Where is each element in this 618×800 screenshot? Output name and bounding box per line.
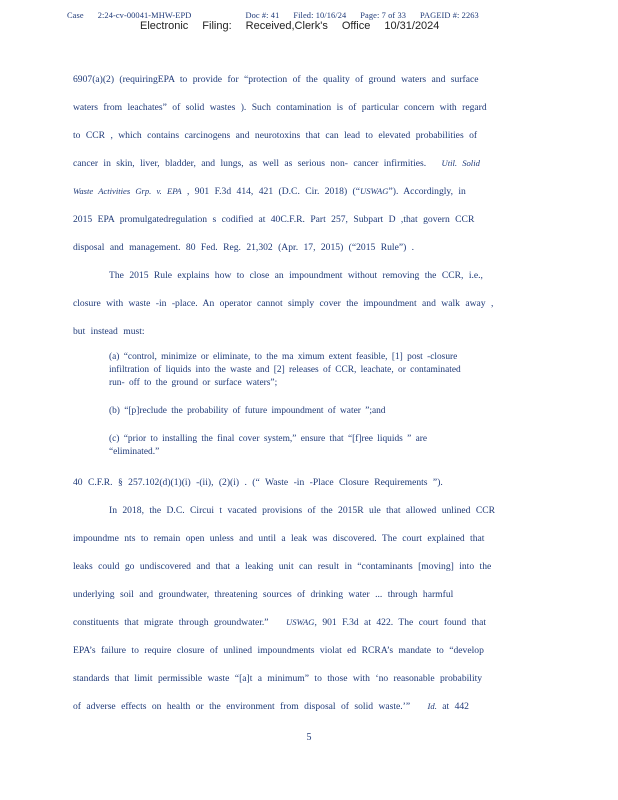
text-run: cancer in skin, liver, bladder, and lungs, as well as serious non- cancer infirmities. (73, 158, 427, 169)
case-short-name: USWAG (360, 186, 389, 196)
filing-stamp (140, 20, 470, 32)
page-count: Page: 7 of 33 (360, 11, 407, 20)
text-line: waters from leachates” of solid wastes ). Such contamination is of particular concern with regard (73, 102, 487, 113)
case-citation: Util. Solid (441, 158, 480, 168)
text-line (73, 701, 469, 712)
quote-line: (c) “prior to installing the final cover system,” ensure that “[f]ree liquids ” are (109, 434, 428, 444)
quote-line: (b) “[p]reclude the probability of future impoundment of water ”;and (109, 406, 386, 416)
case-label: Case (67, 11, 84, 20)
case-citation: Waste Activities Grp. v. EPA (73, 186, 182, 196)
filed-date: Filed: 10/16/24 (293, 11, 347, 20)
text-run: ”). Accordingly, in (388, 186, 466, 197)
quote-line: “eliminated.” (109, 447, 160, 457)
text-line: 2015 EPA promulgatedregulation s codified at 40C.F.R. Part 257, Subpart D ,that govern CCR (73, 214, 475, 225)
quote-line: run- off to the ground or surface waters”; (109, 378, 278, 388)
doc-number: Doc #: 41 (245, 11, 280, 20)
page-number: 5 (306, 732, 312, 743)
statute-citation: 40 C.F.R. § 257.102(d)(1)(i) -(ii), (2)(i) . (“ Waste -in -Place Closure Requirements ”). (73, 477, 443, 488)
text-line: leaks could go undiscovered and that a leaking unit can result in “contaminants [moving] into the (73, 561, 492, 572)
paragraph-start: The 2015 Rule explains how to close an impoundment without removing the CCR, i.e., (109, 270, 483, 281)
stamp-electronic: Electronic (140, 20, 189, 32)
text-run: at 442 (442, 701, 469, 712)
stamp-office: Office (341, 20, 371, 32)
text-line: underlying soil and groundwater, threatening sources of drinking water ... through harmful (73, 589, 454, 600)
text-line: impoundme nts to remain open unless and until a leak was discovered. The court explained that (73, 533, 485, 544)
text-line: 6907(a)(2) (requiringEPA to provide for “protection of the quality of ground waters and surface (73, 74, 479, 85)
page-id: PAGEID #: 2263 (420, 11, 479, 20)
text-run: constituents that migrate through groundwater.” (73, 617, 269, 628)
text-line (73, 186, 466, 197)
text-line (73, 158, 480, 169)
text-run: of adverse effects on health or the environment from disposal of solid waste.’” (73, 701, 411, 712)
stamp-received: Received,Clerk's (245, 20, 328, 32)
case-number: 2:24-cv-00041-MHW-EPD (97, 11, 192, 20)
text-line (73, 617, 486, 628)
text-line: standards that limit permissible waste “[a]t a minimum” to those with ‘no reasonable probability (73, 673, 483, 684)
quote-line: (a) “control, minimize or eliminate, to the ma ximum extent feasible, [1] post -closure (109, 352, 458, 362)
stamp-date: 10/31/2024 (384, 20, 440, 32)
quote-line: infiltration of liquids into the waste and [2] releases of CCR, leachate, or contaminated (109, 365, 461, 375)
text-line: disposal and management. 80 Fed. Reg. 21,302 (Apr. 17, 2015) (“2015 Rule”) . (73, 242, 415, 253)
text-line: closure with waste -in -place. An operator cannot simply cover the impoundment and walk away , (73, 298, 494, 309)
text-line: but instead must: (73, 326, 145, 337)
paragraph-start: In 2018, the D.C. Circui t vacated provisions of the 2015R ule that allowed unlined CCR (109, 505, 496, 516)
text-line: EPA’s failure to require closure of unlined impoundments violat ed RCRA’s mandate to “develop (73, 645, 484, 656)
text-run: , 901 F.3d 414, 421 (D.C. Cir. 2018) (“ (187, 186, 360, 197)
stamp-filing: Filing: (202, 20, 232, 32)
text-run: , 901 F.3d at 422. The court found that (314, 617, 486, 628)
text-line: to CCR , which contains carcinogens and neurotoxins that can lead to elevated probabilities of (73, 130, 478, 141)
case-header (67, 11, 547, 20)
id-citation: Id. (427, 701, 437, 711)
case-short-name: USWAG (285, 617, 315, 627)
